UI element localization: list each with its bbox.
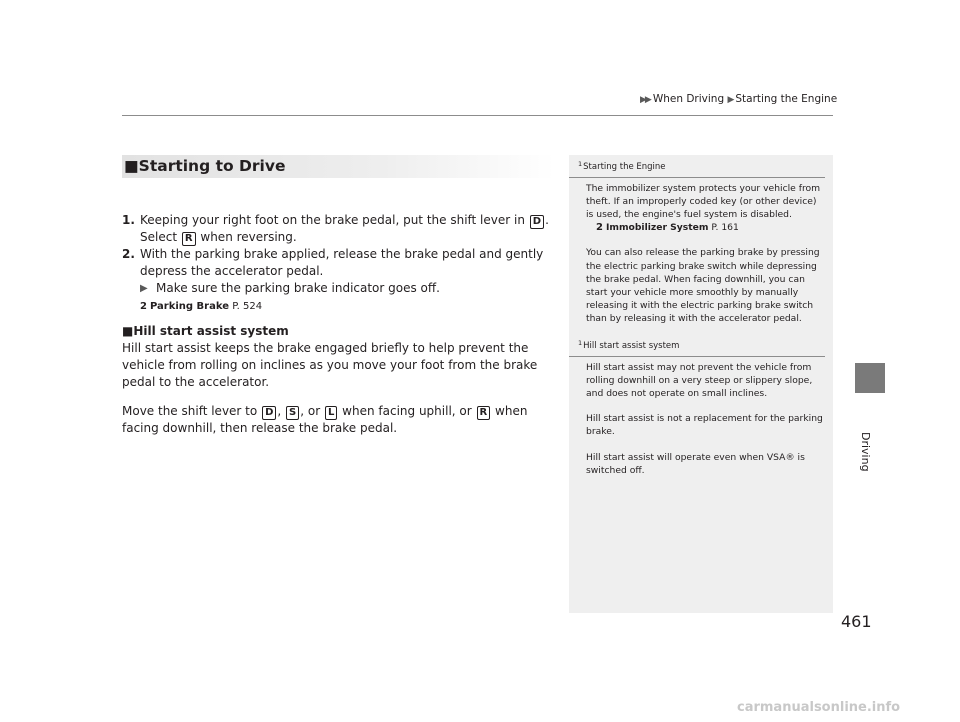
cross-reference-link[interactable]: 2 Immobilizer System P. 161 [596, 222, 739, 234]
step-1: 1. Keeping your right foot on the brake pedal, put the shift lever in D . Select R when reversing. [122, 213, 549, 244]
shift-key-l: L [325, 406, 337, 420]
note-divider [569, 356, 825, 357]
breadcrumb-when-driving[interactable]: When Driving [652, 93, 725, 105]
shift-key-s: S [286, 406, 299, 420]
step-2: 2. With the parking brake applied, release the brake pedal and gently depress the accelerator pedal. ▶ Make sure the parking brake indicator goes off. 2 Parking Brake P. 524 [122, 246, 562, 315]
chapter-tab [855, 363, 885, 393]
hill-start-paragraph: Hill start assist keeps the brake engaged briefly to help prevent the vehicle from rolling on inclines as you move your foot from the brake pedal to the accelerator. [122, 341, 538, 389]
double-arrow-icon: ▶▶ [640, 95, 650, 105]
header-rule [122, 115, 833, 116]
shift-key-r: R [182, 232, 196, 246]
shift-key-d: D [262, 406, 276, 420]
breadcrumb [640, 93, 837, 105]
page-number: 461 [841, 612, 872, 631]
note-marker-icon: 1 [578, 339, 583, 347]
reference-icon: 2 [596, 222, 603, 234]
section-title: ■Starting to Drive [124, 157, 286, 175]
note-marker-icon: 1 [578, 160, 583, 168]
step-2-subnote: ▶ Make sure the parking brake indicator goes off. [140, 281, 440, 295]
shift-key-d: D [530, 215, 544, 229]
square-bullet-icon: ■ [124, 157, 139, 175]
main-content [122, 212, 562, 437]
shift-key-r: R [477, 406, 491, 420]
watermark: carmanualsonline.info [737, 700, 901, 715]
reference-icon: 2 [140, 301, 147, 312]
arrow-icon: ▶ [727, 95, 733, 105]
chapter-label: Driving [859, 432, 872, 472]
square-bullet-icon: ■ [122, 324, 134, 338]
note-divider [569, 177, 825, 178]
cross-reference-link[interactable]: 2 Parking Brake P. 524 [140, 301, 263, 312]
breadcrumb-starting-engine[interactable]: Starting the Engine [735, 93, 838, 105]
hill-start-instructions: Move the shift lever to D , S , or L when facing uphill, or R when facing downhill, then release the brake pedal. [122, 404, 528, 435]
hill-start-heading: ■Hill start assist system [122, 324, 289, 338]
note-starting-engine: $^1$Starting the Engine The immobilizer system protects your vehicle from theft. If an improperly coded key (or other device) is used, the engine's fuel system is disabled. 2 Immobilizer System P. 161 You can also release the parking brake by pressing the electric parking brake switch while depressing the brake pedal. When facing downhill, you can start your vehicle more smoothly by manually releasing it with the electric parking brake switch than by releasing it with the accelerator pedal. [578, 158, 826, 325]
arrow-icon: ▶ [140, 283, 148, 294]
note-hill-start: $^1$Hill start assist system Hill start assist may not prevent the vehicle from rolling downhill on a very steep or slippery slope, and does not operate on small inclines. Hill start assist is not a replacement for the parking brake. Hill start assist will operate even when VSA® is switched off. [578, 337, 826, 477]
